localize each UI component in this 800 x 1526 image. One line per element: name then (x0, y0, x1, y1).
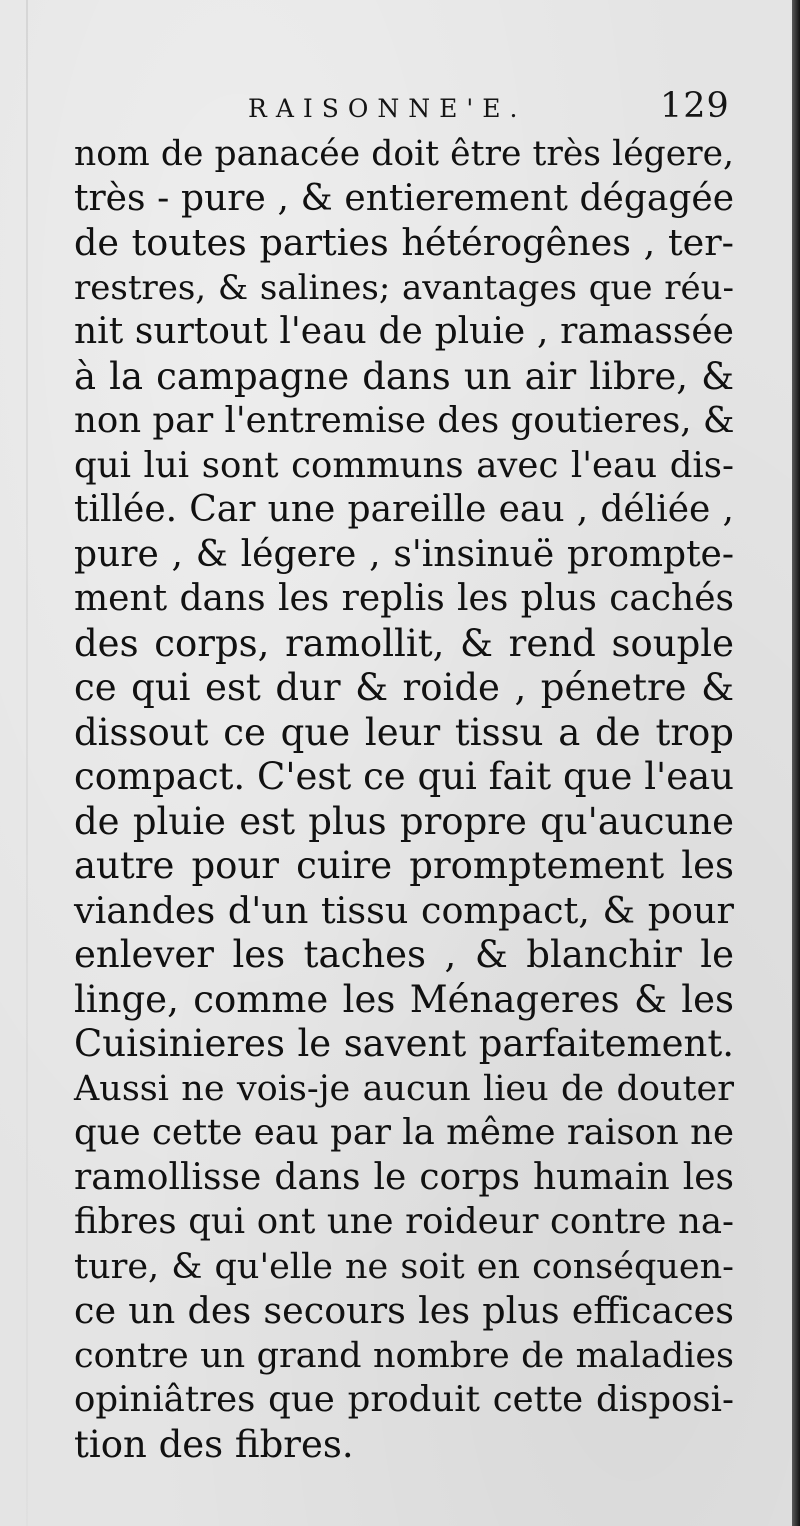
text-line: nit surtout l'eau de pluie , ramassée (74, 311, 734, 352)
text-line: que cette eau par la même raison ne (74, 1112, 734, 1153)
text-line: enlever les taches , & blanchir le (74, 933, 734, 976)
text-line: contre un grand nombre de maladies (74, 1335, 734, 1376)
text-line: qui lui sont communs avec l'eau dis- (74, 444, 734, 486)
page-number: 129 (660, 86, 730, 126)
page-edge (792, 0, 800, 1526)
text-line: restres, & salines; avantages que réu- (74, 267, 734, 308)
text-line: à la campagne dans un air libre, & (74, 354, 734, 398)
text-line: tillée. Car une pareille eau , déliée , (74, 489, 734, 530)
text-line: fibres qui ont une roideur contre na- (74, 1201, 734, 1242)
text-line: ture, & qu'elle ne soit en conséquen- (74, 1246, 734, 1287)
text-line: dissout ce que leur tissu a de trop (74, 710, 734, 754)
text-line: pure , & légere , s'insinuë prompte- (74, 533, 734, 575)
text-line: nom de panacée doit être très légere, (74, 134, 734, 174)
text-line: ment dans les replis les plus cachés (74, 578, 734, 619)
text-line: Cuisinieres le savent parfaitement. (74, 1022, 734, 1065)
text-line: compact. C'est ce qui fait que l'eau (74, 755, 734, 798)
text-line: de pluie est plus propre qu'aucune (74, 799, 734, 843)
text-line: ce qui est dur & roide , pénetre & (74, 666, 734, 709)
body-text (74, 132, 734, 1467)
text-line: de toutes parties hétérogênes , ter- (74, 221, 734, 264)
text-line: Aussi ne vois-je aucun lieu de douter (74, 1068, 734, 1109)
text-line: non par l'entremise des goutieres, & (74, 400, 735, 441)
text-line: très - pure , & entierement dégagée (74, 177, 734, 219)
text-line: ramollisse dans le corps humain les (74, 1156, 734, 1198)
running-head: RAISONNE'E. (248, 94, 527, 123)
text-line: opiniâtres que produit cette disposi- (74, 1379, 734, 1420)
text-line: linge, comme les Ménageres & les (74, 977, 734, 1021)
text-line: tion des fibres. (74, 1422, 354, 1466)
text-line: autre pour cuire promptement les (74, 844, 734, 887)
page-crease (26, 0, 28, 1526)
text-line: viandes d'un tissu compact, & pour (74, 888, 734, 932)
text-line: des corps, ramollit, & rend souple (74, 621, 734, 665)
text-line: ce un des secours les plus efficaces (74, 1289, 734, 1332)
